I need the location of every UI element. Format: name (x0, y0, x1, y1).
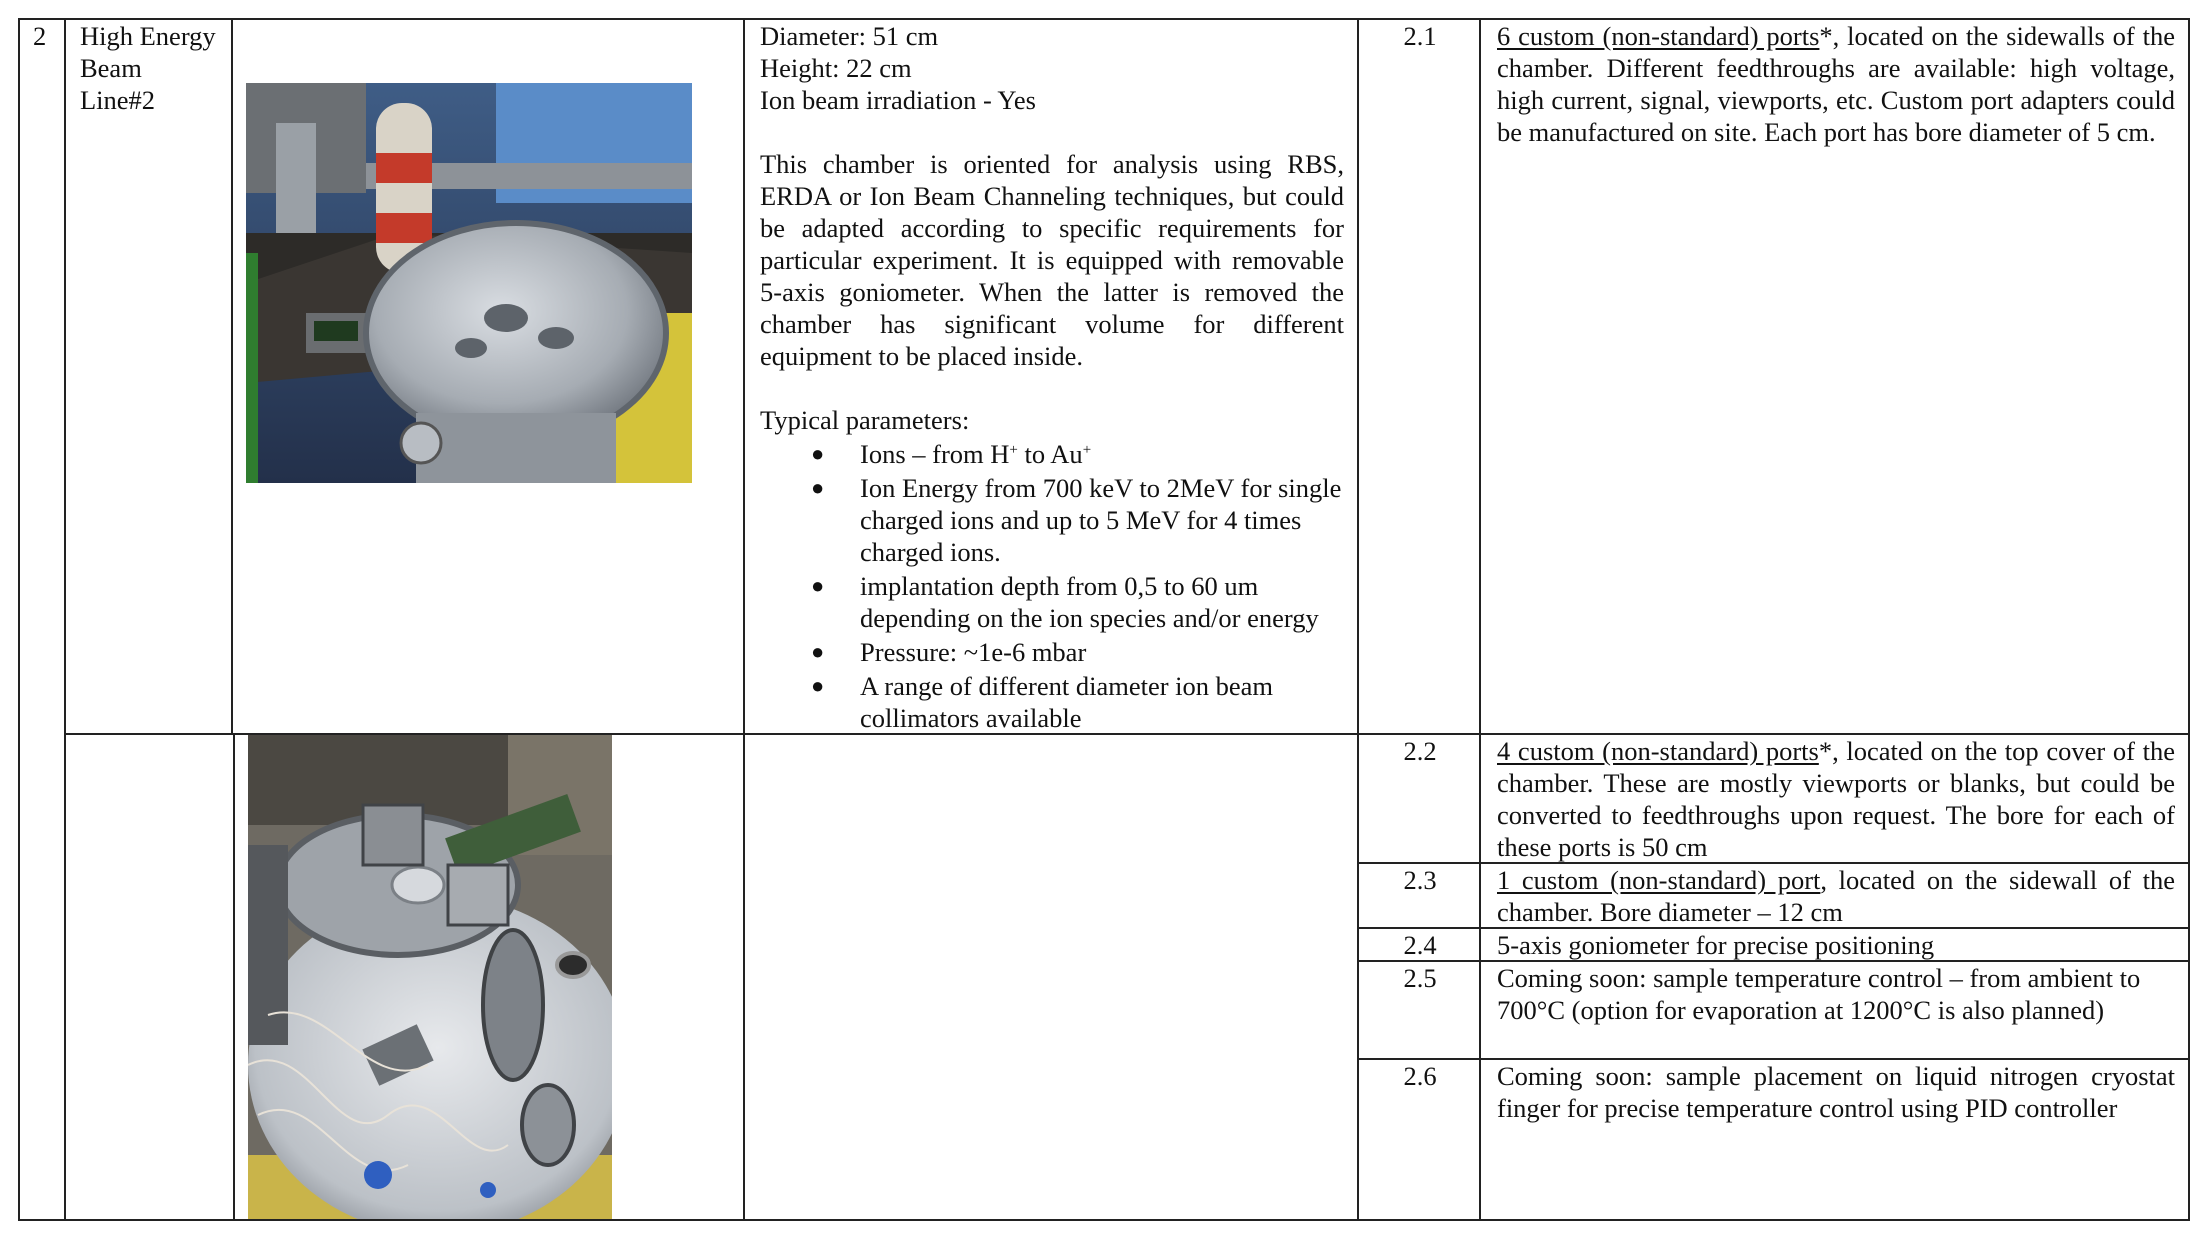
port-description: 6 custom (non-standard) ports*, located on the sidewalls of the chamber. Different feedthroughs are available: high voltage, high current, signal, viewports, etc. Custom port adapters could be manufactured on site. Each port has bore diameter of 5 cm. (1497, 21, 2175, 147)
height-text: Height: 22 cm (760, 53, 912, 83)
list-item: ● A range of different diameter ion beam collimators available (811, 671, 1274, 733)
port-id: 2.3 (1403, 865, 1437, 895)
typical-parameters-heading: Typical parameters: (760, 405, 970, 435)
list-item: ● Pressure: ~1e-6 mbar (811, 637, 1087, 667)
port-id: 2.5 (1403, 963, 1437, 993)
col-divider-port-id (1479, 18, 1481, 1221)
table-border-bottom (18, 1219, 2190, 1221)
bullet-icon: ● (811, 673, 825, 698)
ion-beam-text: Ion beam irradiation - Yes (760, 85, 1036, 115)
table-border-right (2188, 18, 2190, 1221)
port-link: 6 custom (non-standard) ports (1497, 21, 1820, 51)
table-border-left (18, 18, 20, 1221)
port-link: 1 custom (non-standard) port (1497, 865, 1821, 895)
row-number: 2 (33, 21, 47, 51)
port-description: Coming soon: sample placement on liquid nitrogen cryostat finger for precise temperature control using PID controller (1497, 1061, 2175, 1123)
bullet-icon: ● (811, 475, 825, 500)
col-divider-title (231, 18, 233, 735)
port-id: 2.2 (1403, 736, 1437, 766)
list-item: ● Ion Energy from 700 keV to 2MeV for single charged ions and up to 5 MeV for 4 times charged ions. (811, 473, 1342, 567)
chamber-overview-photo (246, 83, 692, 483)
specs-block (760, 20, 1344, 734)
goniometer-photo (248, 735, 612, 1219)
diameter-text: Diameter: 51 cm (760, 21, 939, 51)
col-divider-number (64, 18, 66, 1221)
port-link: 4 custom (non-standard) ports (1497, 736, 1819, 766)
parameter-list (760, 438, 1344, 734)
port-description: 1 custom (non-standard) port, located on the sidewall of the chamber. Bore diameter – 12 cm (1497, 865, 2175, 927)
col-divider-specs (1357, 18, 1359, 1221)
port-id: 2.4 (1403, 930, 1437, 960)
beamline-title: High Energy Beam Line#2 (80, 21, 216, 115)
bullet-icon: ● (811, 441, 825, 466)
port-id: 2.6 (1403, 1061, 1437, 1091)
list-item: ● Ions – from H+ to Au+ (811, 439, 1092, 469)
port-description: Coming soon: sample temperature control – from ambient to 700°C (option for evaporation at 1200°C is also planned) (1497, 963, 2141, 1025)
chamber-description: This chamber is oriented for analysis using RBS, ERDA or Ion Beam Channeling techniques, but could be adapted according to specific requirements for particular experiment. It is equipped with removable 5-axis goniometer. When the latter is removed the chamber has significant volume for different equipment to be placed inside. (760, 149, 1344, 371)
col-divider-photo (743, 18, 745, 1221)
bullet-icon: ● (811, 639, 825, 664)
port-description: 4 custom (non-standard) ports*, located on the top cover of the chamber. These are mostly viewports or blanks, but could be converted to feedthroughs upon request. The bore for each of these ports is 50 cm (1497, 736, 2175, 862)
port-description: 5-axis goniometer for precise positioning (1497, 930, 1935, 960)
bullet-icon: ● (811, 573, 825, 598)
col-divider-title-lower (233, 733, 235, 1221)
list-item: ● implantation depth from 0,5 to 60 um depending on the ion species and/or energy (811, 571, 1319, 633)
port-id: 2.1 (1403, 21, 1437, 51)
